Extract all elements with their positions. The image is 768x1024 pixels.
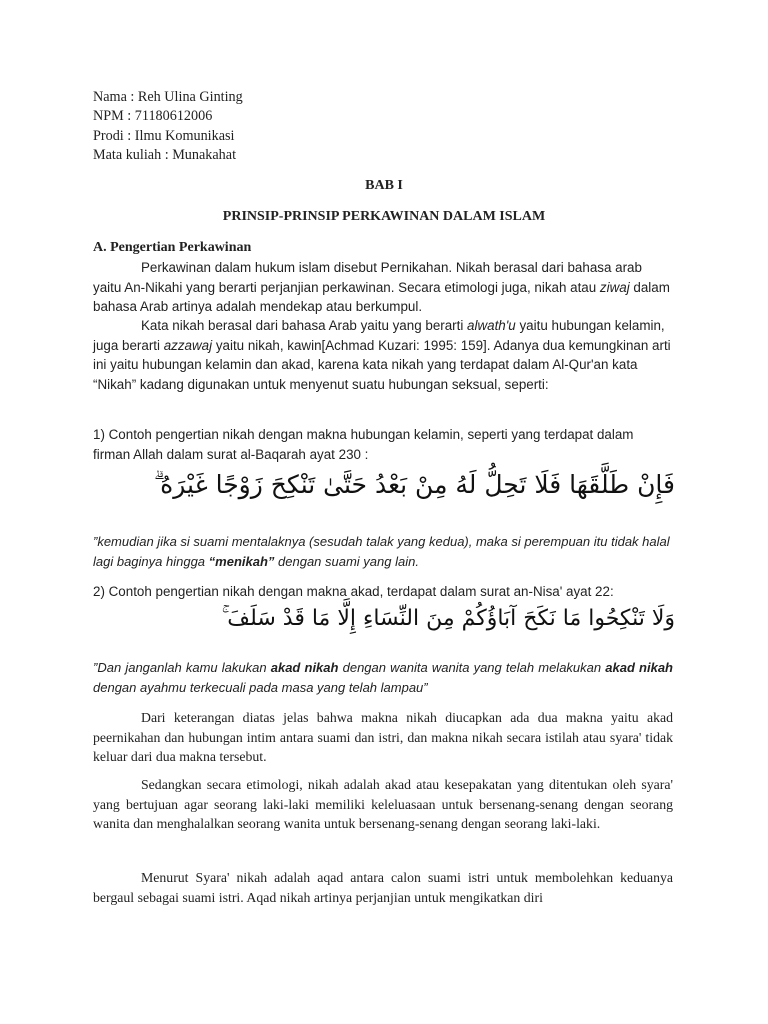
paragraph-2-text-end: yaitu nikah, kawin[Achmad Kuzari: 1995: 159]. Adanya dua kemungkinan arti ini yaitu hubungan kelamin dan akad, karena kata nikah yang terdapat dalam Al-Qur'an kata “Nikah” kadang digunakan untuk menyenut suatu hubungan seksual, seperti: <box>93 337 671 392</box>
paragraph-4: Sedangkan secara etimologi, nikah adalah akad atau kesepakatan yang ditentukan oleh syara' yang bertujuan agar seorang laki-laki memiliki keleluasaan untuk bersenang-senang dengan seorang wanita dan menghalalkan seorang wanita untuk bersenang-senang dengan seorang laki-laki. <box>93 777 673 831</box>
paragraph-1 <box>93 258 673 317</box>
term-alwathu: alwath'u <box>467 318 516 333</box>
paragraph-1-text-end: dalam bahasa Arab artinya adalah mendekap atau berkumpul. <box>93 279 670 314</box>
paragraph-2-text-mid: yaitu hubungan kelamin, juga berarti <box>93 318 665 353</box>
paragraph-5: Menurut Syara' nikah adalah aqad antara calon suami istri untuk membolehkan keduanya bergaul sebagai suami istri. Aqad nikah artinya perjanjian untuk mengikatkan diri <box>93 870 673 905</box>
arabic-verse-an-nisa-22: وَلَا تَنْكِحُوا مَا نَكَحَ آبَاؤُكُمْ مِنَ النِّسَاءِ إِلَّا مَا قَدْ سَلَفَ ۚ <box>221 606 675 631</box>
translation-2-bold-2: akad nikah <box>605 660 673 675</box>
paragraph-1-text: Perkawinan dalam hukum islam disebut Pernikahan. Nikah berasal dari bahasa arab yaitu An-Nikahi yang berarti perjanjian perkawinan. Secara etimologi juga, nikah atau <box>93 260 642 295</box>
student-info <box>93 88 243 165</box>
course-name: Mata kuliah : Munakahat <box>93 146 237 163</box>
term-ziwaj: ziwaj <box>599 279 630 295</box>
translation-1 <box>93 532 673 571</box>
translation-2-bold-1: akad nikah <box>270 660 339 675</box>
student-npm: NPM : 71180612006 <box>93 108 213 125</box>
chapter-label: BAB I <box>365 178 403 193</box>
paragraph-2 <box>93 316 673 394</box>
chapter-title: PRINSIP-PRINSIP PERKAWINAN DALAM ISLAM <box>222 209 546 224</box>
example-2-intro: 2) Contoh pengertian nikah dengan makna akad, terdapat dalam surat an-Nisa' ayat 22: <box>93 584 614 599</box>
translation-1-text: ”kemudian jika si suami mentalaknya (sesudah talak yang kedua), maka si perempuan itu tidak halal lagi baginya hingga <box>93 534 670 569</box>
paragraph-2-text: Kata nikah berasal dari bahasa Arab yaitu yang berarti <box>141 318 468 333</box>
translation-2-text: ”Dan janganlah kamu lakukan <box>93 660 271 675</box>
translation-2 <box>93 658 673 697</box>
term-azzawaj: azzawaj <box>163 337 213 353</box>
translation-2-mid: dengan wanita wanita yang telah melakukan <box>338 660 606 675</box>
translation-1-end: dengan suami yang lain. <box>274 553 419 569</box>
student-name: Nama : Reh Ulina Ginting <box>93 89 243 105</box>
section-heading: A. Pengertian Perkawinan <box>93 240 252 255</box>
translation-1-bold: “menikah” <box>208 553 275 569</box>
study-program: Prodi : Ilmu Komunikasi <box>93 127 235 144</box>
example-1-intro: 1) Contoh pengertian nikah dengan makna hubungan kelamin, seperti yang terdapat dalam firman Allah dalam surat al-Baqarah ayat 230 : <box>93 427 634 462</box>
arabic-verse-al-baqarah-230: فَإِنْ طَلَّقَهَا فَلَا تَحِلُّ لَهُ مِنْ بَعْدُ حَتَّىٰ تَنْكِحَ زَوْجًا غَيْرَهُ ۗ <box>153 470 675 499</box>
translation-2-end: dengan ayahmu terkecuali pada masa yang telah lampau” <box>93 679 428 695</box>
paragraph-3: Dari keterangan diatas jelas bahwa makna nikah diucapkan ada dua makna yaitu akad peernikahan dan hubungan intim antara suami dan istri, dan makna nikah secara istilah atau syara' tidak keluar dari dua makna tersebut. <box>93 710 673 764</box>
